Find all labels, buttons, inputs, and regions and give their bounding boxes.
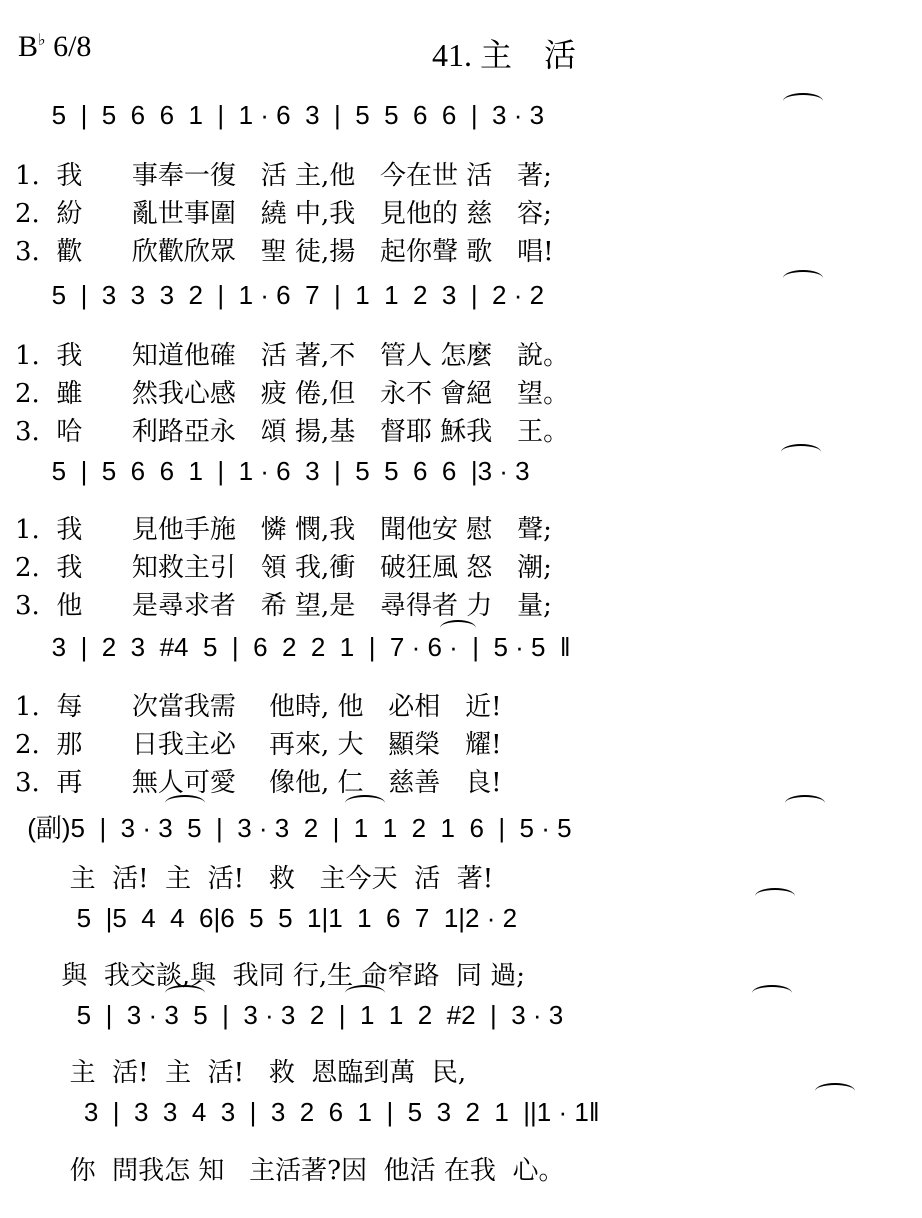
refrain-lyric-1: 主 活! 主 活! 救 主今天 活 著! [20,864,494,894]
lyric-line-4-2: 2. 那 日我主必 再來, 大 顯榮 耀! [15,730,502,760]
lyric-line-4-3: 3. 再 無人可愛 像他, 仁 慈善 良! [15,768,502,798]
key-signature [18,30,91,64]
key-letter: B [18,30,39,63]
lyric-line-2-1: 1. 我 知道他確 活 著,不 管人 怎麼 說。 [15,341,570,371]
lyric-line-3-1: 1. 我 見他手施 憐 憫,我 聞他安 慰 聲; [15,515,552,545]
refrain-notes-2: 5 |5 4 4 6|6 5 5 1|1 1 6 7 1|2 · 2 [55,903,518,933]
lyric-line-4-1: 1. 每 次當我需 他時, 他 必相 近! [15,692,502,722]
refrain-notes-1: (副)5 | 3 · 3 5 | 3 · 3 2 | 1 1 2 1 6 | 5 · 5 [20,813,572,843]
lyric-line-3-2: 2. 我 知救主引 領 我,衝 破狂風 怒 潮; [15,553,552,583]
tie-slur [785,795,825,811]
hymn-title: 41. 主 活 [432,37,577,73]
lyric-line-2-2: 2. 雖 然我心感 疲 倦,但 永不 會絕 望。 [15,379,570,409]
tie-slur [781,444,821,460]
refrain-lyric-2: 與 我交談,與 我同 行,生 命窄路 同 過; [20,961,525,991]
notes-row-4: 3 | 2 3 #4 5 | 6 2 2 1 | 7 · 6 · | 5 · 5 ‖ [30,632,571,662]
flat-symbol: ♭ [38,32,46,49]
tie-slur [815,1083,855,1099]
lyric-line-1-3: 3. 歡 欣歡欣眾 聖 徒,揚 起你聲 歌 唱! [15,237,554,267]
tie-slur [440,620,476,636]
tie-slur [752,985,792,1001]
tie-slur [783,270,823,286]
lyric-line-3-3: 3. 他 是尋求者 希 望,是 尋得者 力 量; [15,591,552,621]
meter: 6/8 [53,30,92,63]
tie-slur [783,93,823,109]
lyric-line-2-3: 3. 哈 利路亞永 頌 揚,基 督耶 穌我 王。 [15,417,570,447]
notes-row-1: 5 | 5 6 6 1 | 1 · 6 3 | 5 5 6 6 | 3 · 3 [30,100,545,130]
tie-slur [345,985,385,1001]
refrain-lyric-3: 主 活! 主 活! 救 恩臨到萬 民, [20,1058,467,1088]
tie-slur [345,795,385,811]
lyric-line-1-2: 2. 紛 亂世事圍 繞 中,我 見他的 慈 容; [15,199,552,229]
refrain-notes-3: 5 | 3 · 3 5 | 3 · 3 2 | 1 1 2 #2 | 3 · 3 [55,1000,564,1030]
refrain-lyric-4: 你 問我怎 知 主活著?因 他活 在我 心。 [20,1156,565,1186]
notes-row-2: 5 | 3 3 3 2 | 1 · 6 7 | 1 1 2 3 | 2 · 2 [30,280,545,310]
notes-row-3: 5 | 5 6 6 1 | 1 · 6 3 | 5 5 6 6 |3 · 3 [30,456,530,486]
tie-slur [755,888,795,904]
lyric-line-1-1: 1. 我 事奉一復 活 主,他 今在世 活 著; [15,161,552,191]
tie-slur [165,985,205,1001]
refrain-notes-4: 3 | 3 3 4 3 | 3 2 6 1 | 5 3 2 1 ||1 · 1‖ [55,1097,600,1127]
tie-slur [165,795,205,811]
